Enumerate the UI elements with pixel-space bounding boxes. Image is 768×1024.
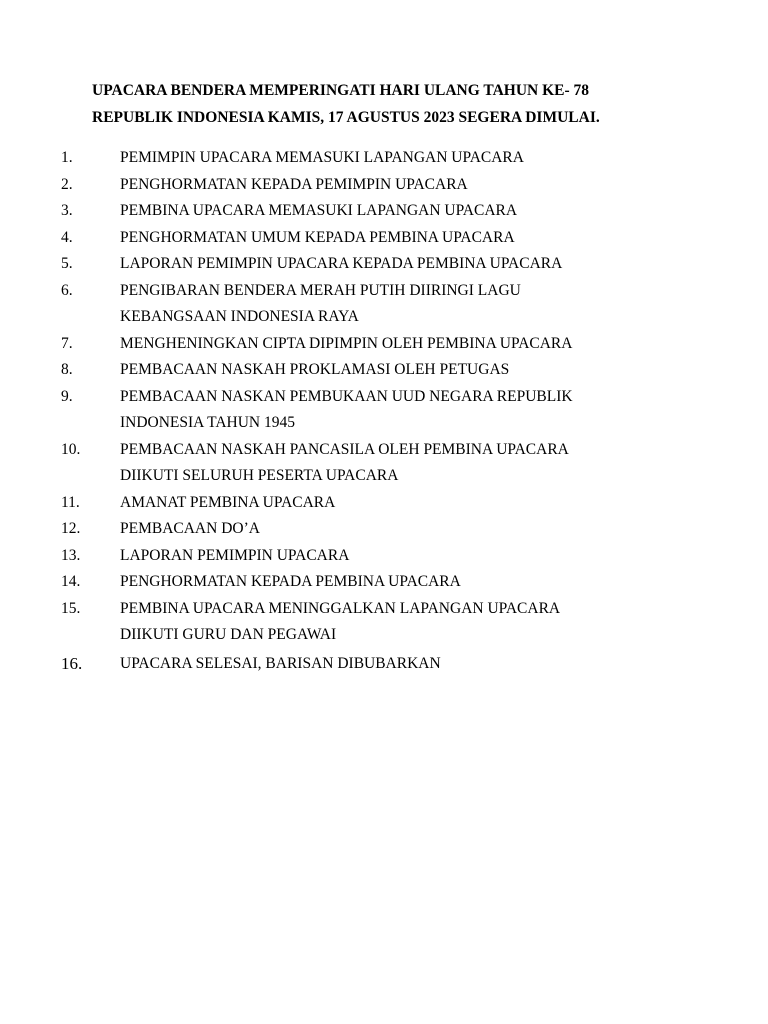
list-item-line: DIIKUTI SELURUH PESERTA UPACARA <box>120 467 399 484</box>
list-item-text <box>120 251 660 278</box>
list-item-text <box>120 651 660 678</box>
list-item <box>0 357 768 384</box>
list-item <box>0 331 768 358</box>
list-item <box>0 384 768 437</box>
list-item <box>0 198 768 225</box>
list-item <box>0 543 768 570</box>
list-item-text <box>120 384 660 437</box>
list-item-number: 3. <box>61 202 73 219</box>
list-item-number: 5. <box>61 255 73 272</box>
list-item-text <box>120 278 660 331</box>
list-item-line: PEMBACAAN NASKAH PANCASILA OLEH PEMBINA UPACARA <box>120 440 569 458</box>
list-item-line: PENGIBARAN BENDERA MERAH PUTIH DIIRINGI LAGU <box>120 281 521 299</box>
list-item-text <box>120 543 660 570</box>
list-item-number: 9. <box>61 387 73 405</box>
list-item-number: 15. <box>61 599 81 617</box>
list-item-text <box>120 331 660 358</box>
list-item-line: DIIKUTI GURU DAN PEGAWAI <box>120 626 337 643</box>
list-item-line: PENGHORMATAN KEPADA PEMIMPIN UPACARA <box>120 175 468 193</box>
list-item-number: 13. <box>61 546 81 564</box>
list-item-number: 2. <box>61 175 73 193</box>
document-title <box>92 78 732 131</box>
list-item <box>0 251 768 278</box>
list-item-number: 8. <box>61 361 73 378</box>
title-line-2: REPUBLIK INDONESIA KAMIS, 17 AGUSTUS 2023 SEGERA DIMULAI. <box>92 108 600 126</box>
list-item-number: 14. <box>61 573 81 590</box>
list-item-number: 11. <box>61 493 80 511</box>
list-item <box>0 516 768 543</box>
list-item-line: PEMBACAAN DO’A <box>120 520 260 537</box>
list-item <box>0 225 768 252</box>
list-item <box>0 569 768 596</box>
list-item-line: PENGHORMATAN UMUM KEPADA PEMBINA UPACARA <box>120 228 515 246</box>
list-item <box>0 145 768 172</box>
list-item-line: PEMBINA UPACARA MEMASUKI LAPANGAN UPACARA <box>120 202 518 219</box>
list-item <box>0 172 768 199</box>
list-item-number: 10. <box>61 440 81 458</box>
list-item-line: PENGHORMATAN KEPADA PEMBINA UPACARA <box>120 573 461 590</box>
list-item-text <box>120 225 660 252</box>
list-item-line: PEMBINA UPACARA MENINGGALKAN LAPANGAN UPACARA <box>120 599 561 617</box>
list-item-number: 6. <box>61 281 73 299</box>
list-item-text <box>120 516 660 543</box>
list-item-number: 1. <box>61 149 73 166</box>
list-item-text <box>120 198 660 225</box>
list-item <box>0 278 768 331</box>
list-item-line: INDONESIA TAHUN 1945 <box>120 414 295 431</box>
list-item-number: 12. <box>61 520 81 537</box>
list-item-line: PEMBACAAN NASKAN PEMBUKAAN UUD NEGARA REPUBLIK <box>120 387 573 405</box>
list-item-number: 4. <box>61 228 73 246</box>
title-line-1: UPACARA BENDERA MEMPERINGATI HARI ULANG TAHUN KE- 78 <box>92 82 590 99</box>
list-item-number: 16. <box>61 653 83 673</box>
list-item-line: LAPORAN PEMIMPIN UPACARA <box>120 546 350 564</box>
list-item <box>0 437 768 490</box>
list-item-line: KEBANGSAAN INDONESIA RAYA <box>120 308 359 325</box>
list-item-text <box>120 357 660 384</box>
list-item-text <box>120 145 660 172</box>
list-item-text <box>120 596 660 649</box>
list-item-line: AMANAT PEMBINA UPACARA <box>120 493 336 511</box>
list-item-line: UPACARA SELESAI, BARISAN DIBUBARKAN <box>120 654 441 672</box>
list-item-text <box>120 437 660 490</box>
agenda-list <box>0 145 768 677</box>
list-item <box>0 651 768 678</box>
list-item-text <box>120 172 660 199</box>
list-item-number: 7. <box>61 334 73 352</box>
list-item-line: PEMIMPIN UPACARA MEMASUKI LAPANGAN UPACARA <box>120 149 524 166</box>
list-item <box>0 490 768 517</box>
list-item-line: PEMBACAAN NASKAH PROKLAMASI OLEH PETUGAS <box>120 361 510 378</box>
list-item-text <box>120 569 660 596</box>
list-item-line: LAPORAN PEMIMPIN UPACARA KEPADA PEMBINA UPACARA <box>120 255 563 272</box>
list-item <box>0 596 768 649</box>
list-item-text <box>120 490 660 517</box>
list-item-line: MENGHENINGKAN CIPTA DIPIMPIN OLEH PEMBINA UPACARA <box>120 334 573 352</box>
